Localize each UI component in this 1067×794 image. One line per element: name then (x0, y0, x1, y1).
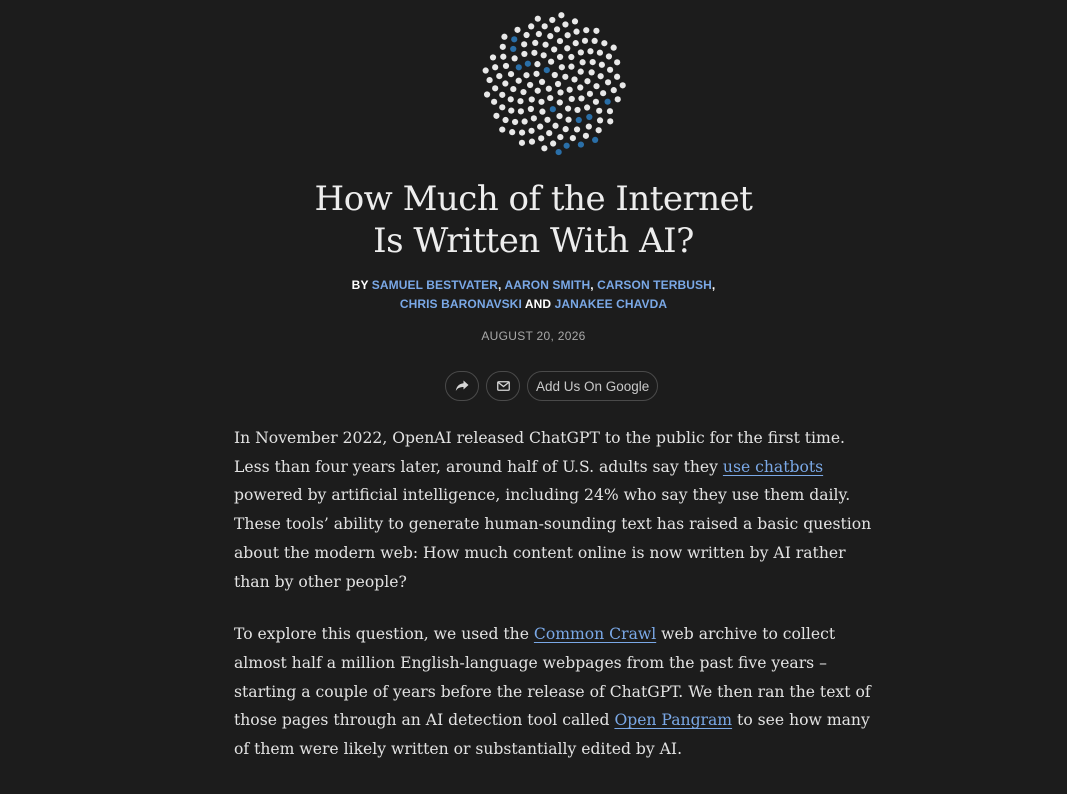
graphic-dot (542, 42, 548, 48)
graphic-dot (598, 73, 604, 79)
graphic-dot (541, 52, 547, 58)
byline-comma: , (498, 278, 502, 292)
graphic-dot (557, 38, 563, 44)
byline-prefix: BY (351, 278, 369, 292)
paragraph-text: To explore this question, we used the (234, 625, 534, 644)
graphic-dot (551, 46, 557, 52)
byline-comma: , (711, 278, 716, 292)
graphic-dot (542, 23, 548, 29)
graphic-dot (593, 99, 599, 105)
graphic-dot (562, 74, 568, 80)
graphic-dot (565, 117, 571, 123)
graphic-dot (555, 81, 561, 87)
dot-circle-graphic (476, 8, 632, 160)
graphic-dot (546, 86, 552, 92)
graphic-dot (502, 117, 508, 123)
graphic-dot (578, 95, 584, 101)
email-button[interactable] (486, 371, 520, 401)
graphic-dot (599, 62, 605, 68)
common-crawl-link[interactable]: Common Crawl (533, 625, 657, 644)
graphic-dot (536, 31, 542, 37)
paragraph-2 (234, 620, 874, 764)
graphic-dot (570, 135, 576, 141)
graphic-dot (538, 135, 544, 141)
graphic-dot (548, 59, 554, 65)
graphic-dot (529, 139, 535, 145)
graphic-dot (550, 140, 556, 146)
graphic-dot (552, 123, 558, 129)
graphic-dot (546, 130, 552, 136)
graphic-dot (597, 117, 603, 123)
graphic-dot (525, 61, 531, 67)
graphic-dot (586, 123, 592, 129)
graphic-dot (590, 59, 596, 65)
graphic-dot (519, 130, 525, 136)
graphic-dot (573, 40, 579, 46)
graphic-dot (516, 64, 522, 70)
open-pangram-link[interactable]: Open Pangram (614, 711, 733, 730)
byline-comma: , (590, 278, 594, 292)
graphic-dot (532, 40, 538, 46)
graphic-dot (535, 16, 541, 22)
graphic-dot (549, 17, 555, 23)
byline (0, 276, 1067, 314)
graphic-dot (564, 143, 570, 149)
graphic-dot (573, 29, 579, 35)
graphic-dot (523, 32, 529, 38)
graphic-dot (512, 55, 518, 61)
graphic-dot (510, 86, 516, 92)
graphic-dot (533, 71, 539, 77)
graphic-dot (508, 107, 514, 113)
graphic-dot (552, 72, 558, 78)
paragraph-1 (234, 424, 874, 596)
graphic-dot (586, 114, 592, 120)
graphic-dot (511, 36, 517, 42)
publish-date: AUGUST 20, 2026 (481, 329, 586, 343)
graphic-dot (592, 137, 598, 143)
title-line-1: How Much of the Internet (314, 179, 753, 219)
paragraph-text: to see how many of them were likely written or substantially edited by AI. (234, 711, 870, 759)
author-link[interactable]: CHRIS BARONAVSKI (399, 297, 522, 311)
graphic-dot (596, 127, 602, 133)
graphic-dot (486, 77, 492, 83)
graphic-dot (499, 92, 505, 98)
graphic-dot (502, 80, 508, 86)
graphic-dot (557, 99, 563, 105)
graphic-dot (557, 89, 563, 95)
graphic-dot (500, 54, 506, 60)
graphic-dot (519, 140, 525, 146)
graphic-dot (615, 96, 621, 102)
graphic-dot (531, 50, 537, 56)
graphic-dot (544, 117, 550, 123)
graphic-dot (569, 96, 575, 102)
graphic-dot (593, 28, 599, 34)
graphic-dot (527, 82, 533, 88)
graphic-dot (564, 45, 570, 51)
article-title (0, 178, 1067, 262)
graphic-dot (503, 63, 509, 69)
graphic-dot (587, 48, 593, 54)
envelope-icon (497, 381, 510, 391)
graphic-dot (589, 69, 595, 75)
graphic-dot (523, 72, 529, 78)
author-link[interactable]: CARSON TERBUSH (597, 278, 712, 292)
graphic-dot (493, 113, 499, 119)
graphic-dot (528, 106, 534, 112)
graphic-dot (528, 23, 534, 29)
graphic-dot (583, 27, 589, 33)
graphic-dot (614, 74, 620, 80)
graphic-dot (582, 38, 588, 44)
graphic-dot (501, 34, 507, 40)
graphic-dot (521, 41, 527, 47)
graphic-dot (568, 64, 574, 70)
graphic-dot (557, 54, 563, 60)
article-body (234, 424, 874, 788)
graphic-dot (568, 54, 574, 60)
graphic-dot (565, 105, 571, 111)
graphic-dot (571, 76, 577, 82)
graphic-dot (574, 126, 580, 132)
graphic-dot (584, 78, 590, 84)
graphic-dot (580, 59, 586, 65)
use-chatbots-link[interactable]: use chatbots (722, 457, 824, 476)
graphic-dot (529, 96, 535, 102)
graphic-dot (491, 99, 497, 105)
graphic-dot (600, 90, 606, 96)
graphic-dot (601, 40, 607, 46)
author-link[interactable]: JANAKEE CHAVDA (554, 297, 668, 311)
graphic-dot (557, 134, 563, 140)
graphic-dot (554, 26, 560, 32)
byline-line-2 (0, 295, 1067, 314)
author-link[interactable]: AARON SMITH (504, 278, 591, 292)
graphic-dot (611, 45, 617, 51)
graphic-dot (593, 83, 599, 89)
graphic-dot (508, 71, 514, 77)
graphic-dot (500, 44, 506, 50)
graphic-dot (578, 49, 584, 55)
graphic-dot (597, 50, 603, 56)
graphic-dot (522, 118, 528, 124)
graphic-dot (499, 126, 505, 132)
add-us-on-google-button[interactable]: Add Us On Google (527, 371, 658, 401)
graphic-dot (492, 64, 498, 70)
graphic-dot (484, 91, 490, 97)
graphic-dot (539, 79, 545, 85)
graphic-dot (578, 141, 584, 147)
graphic-dot (541, 145, 547, 151)
graphic-dot (499, 104, 505, 110)
graphic-dot (547, 33, 553, 39)
graphic-dot (578, 69, 584, 75)
graphic-dot (517, 98, 523, 104)
graphic-dot (562, 21, 568, 27)
graphic-dot (514, 27, 520, 33)
graphic-dot (606, 53, 612, 59)
graphic-dot (576, 117, 582, 123)
graphic-dot (611, 87, 617, 93)
graphic-dot (537, 124, 543, 130)
share-arrow-icon (455, 380, 469, 392)
graphic-dot (550, 106, 556, 112)
graphic-dot (587, 91, 593, 97)
byline-and: AND (524, 297, 552, 311)
graphic-dot (577, 84, 583, 90)
title-line-2: Is Written With AI? (373, 221, 694, 261)
graphic-dot (496, 73, 502, 79)
graphic-dot (559, 64, 565, 70)
article-actions (445, 371, 658, 401)
graphic-dot (483, 67, 489, 73)
graphic-dot (508, 96, 514, 102)
graphic-dot (520, 89, 526, 95)
author-link[interactable]: SAMUEL BESTVATER (371, 278, 499, 292)
graphic-dot (607, 118, 613, 124)
graphic-dot (605, 79, 611, 85)
graphic-dot (620, 82, 626, 88)
graphic-dot (614, 59, 620, 65)
graphic-dot (583, 133, 589, 139)
graphic-dot (538, 99, 544, 105)
graphic-dot (572, 18, 578, 24)
paragraph-text: In November 2022, OpenAI released ChatGPT to the public for the first time. Less than four years later, around half of U.S. adults say they (234, 429, 846, 476)
paragraph-text: powered by artificial intelligence, including 24% who say they use them daily. These tools’ ability to generate human-sounding text has raised a basic question about the modern web: How much content online is now written by AI rather than by other people? (234, 486, 872, 591)
graphic-dot (567, 87, 573, 93)
graphic-dot (544, 67, 550, 73)
graphic-dot (509, 129, 515, 135)
graphic-dot (512, 119, 518, 125)
graphic-dot (535, 88, 541, 94)
graphic-dot (607, 67, 613, 73)
graphic-dot (584, 104, 590, 110)
graphic-dot (539, 109, 545, 115)
graphic-dot (558, 12, 564, 18)
graphic-dot (534, 61, 540, 67)
graphic-dot (521, 51, 527, 57)
graphic-dot (492, 85, 498, 91)
graphic-dot (605, 99, 611, 105)
graphic-dot (565, 32, 571, 38)
graphic-dot (556, 113, 562, 119)
graphic-dot (607, 108, 613, 114)
graphic-dot (592, 38, 598, 44)
graphic-dot (563, 126, 569, 132)
graphic-dot (556, 149, 562, 155)
graphic-dot (547, 95, 553, 101)
byline-line-1 (0, 276, 1067, 295)
graphic-dot (490, 54, 496, 60)
share-button[interactable] (445, 371, 479, 401)
paragraph-text: web archive to collect almost half a million English-language webpages from the past five years – starting a couple of years before the release of ChatGPT. We then ran the text of those pages through an AI detection tool called (234, 625, 871, 730)
graphic-dot (574, 107, 580, 113)
graphic-dot (596, 108, 602, 114)
graphic-dot (531, 115, 537, 121)
graphic-dot (510, 46, 516, 52)
graphic-dot (518, 108, 524, 114)
graphic-dot (528, 128, 534, 134)
graphic-dot (516, 78, 522, 84)
